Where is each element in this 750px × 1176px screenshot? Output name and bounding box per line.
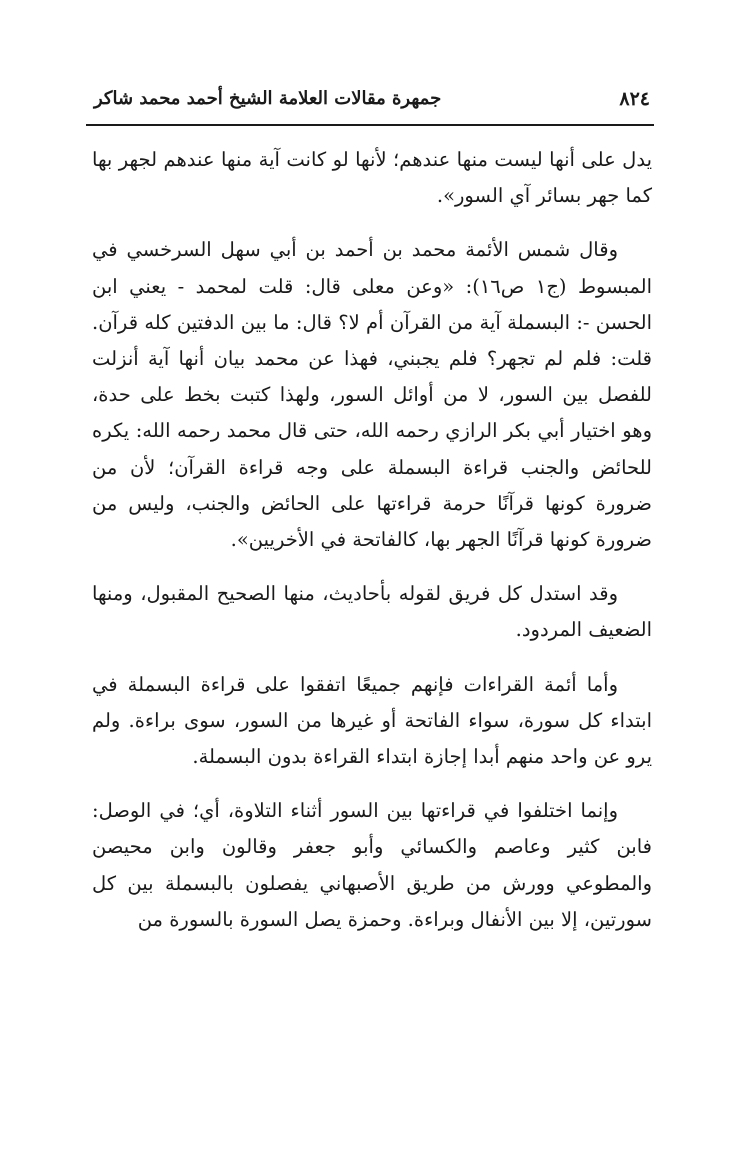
paragraph: وأما أئمة القراءات فإنهم جميعًا اتفقوا على قراءة البسملة في ابتداء كل سورة، سواء الفاتحة أو غيرها من السور، سوى براءة. ولم يرو عن واحد منهم أبدا إجازة ابتداء القراءة بدون البسملة. xyxy=(92,672,652,769)
running-title: جمهرة مقالات العلامة الشيخ أحمد محمد شاكر xyxy=(94,88,442,109)
paragraph-continued: يدل على أنها ليست منها عندهم؛ لأنها لو كانت آية منها عندهم لجهر بها كما جهر بسائر آي السور». xyxy=(92,148,652,208)
paragraph: وإنما اختلفوا في قراءتها بين السور أثناء التلاوة، أي؛ في الوصل: فابن كثير وعاصم والكسائي وأبو جعفر وقالون وابن محيصن والمطوعي وورش من طريق الأصبهاني يفصلون بالبسملة بين كل سورتين، إلا بين الأنفال وبراءة. وحمزة يصل السورة بالسورة من xyxy=(92,799,652,931)
paragraph: وقال شمس الأئمة محمد بن أحمد بن أبي سهل السرخسي في المبسوط (ج١ ص١٦): «وعن معلى قال: قلت لمحمد - يعني ابن الحسن -: البسملة آية من القرآن أم لا؟ قال: ما بين الدفتين كله قرآن. قلت: فلم لم تجهر؟ فلم يجبني، فهذا عن محمد بيان أنها آية أنزلت للفصل بين السور، لا من أوائل السور، ولهذا كتبت بخط على حدة، وهو اختيار أبي بكر الرازي رحمه الله، حتى قال محمد رحمه الله: يكره للحائض والجنب قراءة البسملة على وجه قراءة القرآن؛ لأن من ضرورة كونها قرآنًا حرمة قراءتها على الحائض والجنب، وليس من ضرورة كونها قرآنًا الجهر بها، كالفاتحة في الأخريين». xyxy=(92,238,652,552)
page-number: ٨٢٤ xyxy=(619,88,650,110)
page-header xyxy=(86,84,654,124)
header-rule xyxy=(86,124,654,126)
paragraph: وقد استدل كل فريق لقوله بأحاديث، منها الصحيح المقبول، ومنها الضعيف المردود. xyxy=(92,582,652,642)
body-text xyxy=(92,142,652,938)
